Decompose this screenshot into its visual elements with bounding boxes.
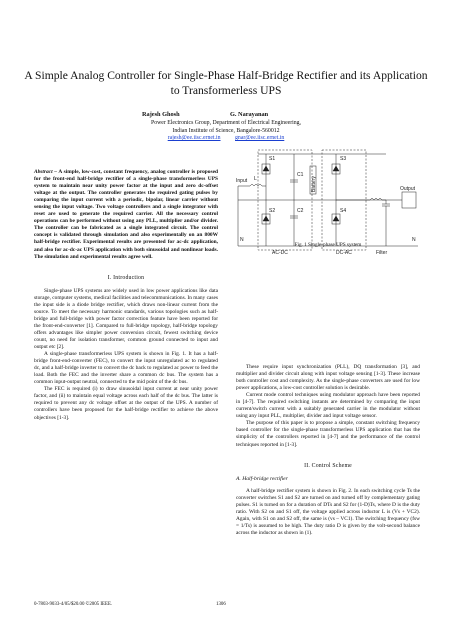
abstract bbox=[34, 169, 218, 261]
email-link[interactable]: rajesh@ee.iisc.ernet.in bbox=[167, 135, 221, 142]
right-column bbox=[236, 364, 420, 537]
paper-title: A Simple Analog Controller for Single-Phase Half-Bridge Rectifier and its Application to Transformerless UPS bbox=[24, 69, 428, 97]
inductor-label: L bbox=[254, 176, 257, 182]
paragraph: A single-phase transformerless UPS system is shown in Fig. 1. It has a half-bridge front-end-converter (FEC), to convert the input unregulated ac to regulated dc, and a half-bridge inverter to convert the dc back to regulated ac power to feed the load. Both the FEC and the inverter share a common dc bus. The system has a common input-output neutral, connected to the mid point of the dc bus. bbox=[34, 351, 218, 386]
author-name: G. Narayanan bbox=[230, 111, 269, 118]
switch-label: S1 bbox=[269, 156, 276, 162]
paragraph: Single-phase UPS systems are widely used in low power applications like data storage, computer systems, medical facilities and telecommunications. In many cases the input side is a diode bridge rectifier, which draws non-linear current from the source. To meet the necessary harmonic standards, various topologies such as half-bridge and full-bridge with power factor correction feature have been reported for the front-end-converter [1]. Compared to full-bridge topology, half-bridge topology offers advantages like simpler power conversion circuit, fewest switching device count, no need for isolation transformer, common ground connected to input and output etc [2]. bbox=[34, 287, 218, 351]
email-list bbox=[40, 135, 412, 143]
switch-label: S4 bbox=[340, 208, 347, 214]
left-column bbox=[34, 169, 218, 422]
email-link[interactable]: gnar@ee.iisc.ernet.in bbox=[235, 135, 285, 142]
capacitor-label: C1 bbox=[297, 172, 304, 178]
page-number: 1306 bbox=[216, 602, 226, 607]
capacitor-label: C2 bbox=[297, 208, 304, 214]
output-label: Output bbox=[400, 186, 416, 192]
neutral-label: N bbox=[240, 237, 244, 243]
copyright-footer: 0-7803-9033-4/05/$20.00 ©2005 IEEE. bbox=[34, 602, 113, 607]
battery-label: Battery bbox=[311, 176, 317, 192]
affiliation bbox=[40, 120, 412, 143]
paragraph: These require input synchronization (PLL), DQ transformation [3], and multiplier and divider circuit along with input voltage sensing [1-3]. These increase both controller cost and complexity. As the single-phase converters are used for low power applications, a low-cost controller solution is desirable. bbox=[236, 364, 420, 392]
paragraph: The purpose of this paper is to propose a simple, constant switching frequency based controller for the single-phase transformerless UPS application that has the simplicity of the controllers reported in [4-7] and the performance of the control techniques reported in [1-3]. bbox=[236, 420, 420, 448]
paragraph: The FEC is required (i) to draw sinusoidal input current at near unity power factor, and (ii) to maintain equal voltage across each half of the dc bus. The latter is required to prevent any dc voltage offset at the output of the UPS. A number of controllers have been proposed for the half-bridge rectifier to achieve the above objectives [1-3]. bbox=[34, 386, 218, 421]
filter-label: Filter bbox=[376, 250, 388, 254]
author-name: Rajesh Ghosh bbox=[142, 111, 180, 118]
paragraph: A half-bridge rectifier system is shown in Fig. 2. In each switching cycle Ts the converter switches S1 and S2 are turned on and turned off by complementary gating pulses. S1 is turned on for a duration of DTs and S2 for (1-D)Ts, where D is the duty ratio. With S2 on and S1 off, the voltage applied across inductor L is (Vs + VC2). Again, with S1 on and S2 off, the same is (vs – VC1). The switching frequency (fsw = 1/Ts) is assumed to be high. The duty ratio D is given by the volt-second balance across the inductor as shown in (1). bbox=[236, 487, 420, 536]
switch-label: S3 bbox=[340, 156, 347, 162]
section-heading: I. Introduction bbox=[107, 274, 145, 281]
abstract-text: A simple, low-cost, constant frequency, analog controller is proposed for the front-end half-bridge rectifier of a single-phase transformerless UPS system to maintain near unity power factor at the input and zero dc-offset voltage at the output. The controller generates the required gating pulses by comparing the input current with a periodic, bipolar, linear carrier without sensing the input voltage. Two voltage controllers and a single integrator with reset are used to generate the required carrier. All the necessary control operations can be performed without using any PLL, multiplier and/or divider. The controller can be fabricated as a single integrated circuit. The control concept is validated through simulation and also experimentally on an 800W half-bridge rectifier. Experimental results are presented for ac-dc application, and also for ac-dc-ac UPS application with both sinusoidal and nonlinear loads. The simulation and experimental results agree well. bbox=[34, 169, 218, 260]
affiliation-line: Indian Institute of Science, Bangalore-560012 bbox=[172, 127, 280, 134]
subsection-heading: A. Half-bridge rectifier bbox=[236, 475, 288, 482]
input-label: Input bbox=[236, 178, 248, 184]
switch-label: S2 bbox=[269, 208, 276, 214]
neutral-label: N bbox=[412, 237, 416, 243]
figure-caption: Fig. 1 Single-phase UPS system bbox=[294, 242, 362, 248]
affiliation-line: Power Electronics Group, Department of Electrical Engineering, bbox=[150, 120, 302, 126]
ups-circuit-diagram bbox=[236, 146, 420, 254]
acdc-label: AC-DC bbox=[272, 250, 288, 254]
dcac-label: DC-AC bbox=[336, 250, 352, 254]
section-heading: II. Control Scheme bbox=[304, 462, 352, 469]
paragraph: Current mode control techniques using modulator approach have been reported in [4-7]. The required switching instants are determined by comparing the input current/switch current with a suitably generated carrier in the modulator without using any input PLL, multiplier, divider and input voltage sensor. bbox=[236, 392, 420, 420]
abstract-label: Abstract – bbox=[34, 169, 57, 175]
